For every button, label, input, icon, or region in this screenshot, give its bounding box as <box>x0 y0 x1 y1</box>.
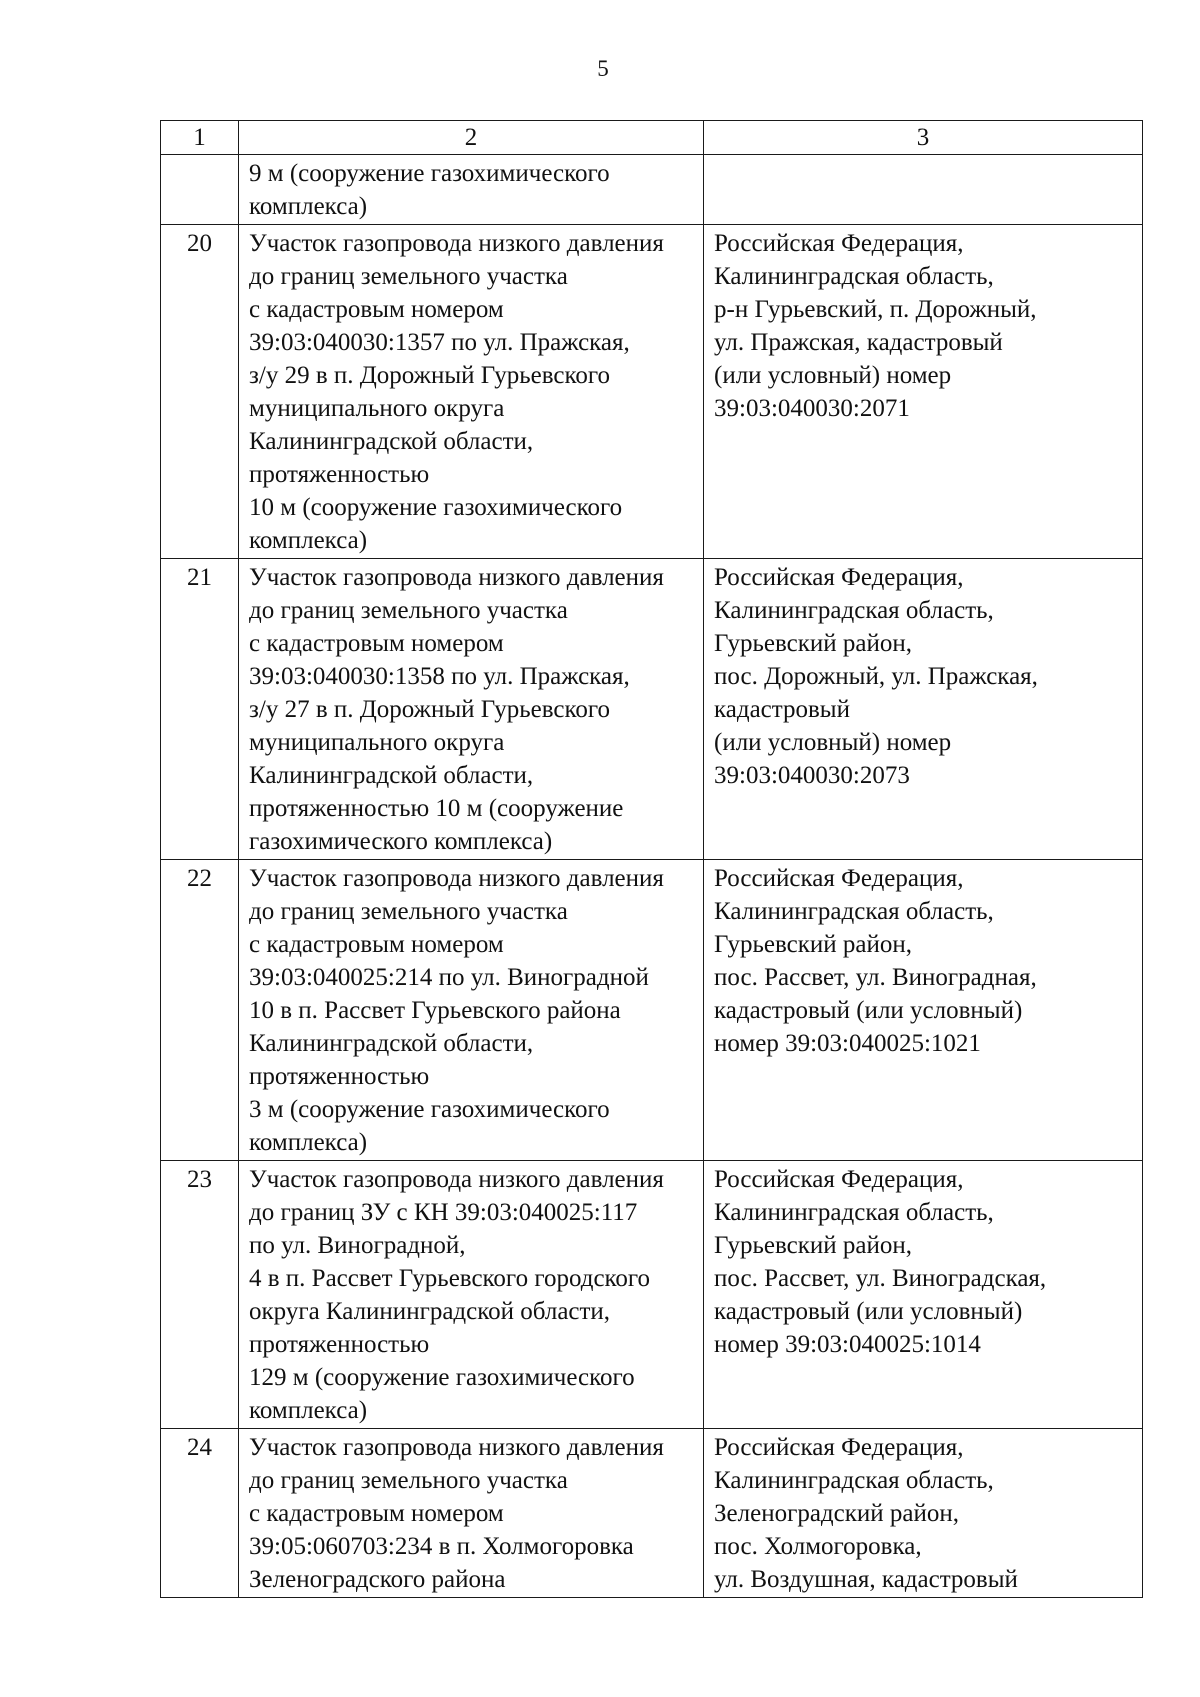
cell-text-line: ул. Пражская, кадастровый <box>714 329 1003 356</box>
cell-text-line: Зеленоградский район, <box>714 1500 959 1527</box>
cell-text-line: до границ земельного участка <box>249 597 568 624</box>
cell-text-line: Калининградская область, <box>714 1199 994 1226</box>
cell-text-line: 39:03:040025:214 по ул. Виноградной <box>249 964 649 991</box>
cell-text-line: комплекса) <box>249 527 368 554</box>
address-cell <box>704 559 1143 860</box>
cell-text-line: Калининградской области, <box>249 428 534 455</box>
cell-text-line: до границ земельного участка <box>249 898 568 925</box>
cell-text-line: Участок газопровода низкого давления <box>249 865 664 892</box>
cell-text-line: комплекса) <box>249 1397 368 1424</box>
address-cell <box>704 860 1143 1161</box>
cell-text-line: до границ земельного участка <box>249 1467 568 1494</box>
cell-text-line: Участок газопровода низкого давления <box>249 564 664 591</box>
cell-text-line: Калининградская область, <box>714 898 994 925</box>
row-number-cell: 22 <box>161 860 239 1161</box>
cell-text-line: Гурьевский район, <box>714 630 913 657</box>
page-number: 5 <box>597 56 609 81</box>
table-row <box>161 860 1143 1161</box>
cell-text-line: Участок газопровода низкого давления <box>249 230 664 257</box>
row-number-cell: 24 <box>161 1429 239 1598</box>
cell-text-line: 10 в п. Рассвет Гурьевского района <box>249 997 621 1024</box>
table-body <box>161 121 1143 1598</box>
table-header-row <box>161 121 1143 155</box>
header-cell-3: 3 <box>704 121 1143 155</box>
cell-text-line: пос. Холмогоровка, <box>714 1533 922 1560</box>
description-cell <box>239 225 704 559</box>
cell-text-line: протяженностью <box>249 1331 430 1358</box>
cell-text-line: пос. Рассвет, ул. Виноградная, <box>714 964 1037 991</box>
cell-text-line: с кадастровым номером <box>249 1500 504 1527</box>
cell-text-line: 39:03:040030:2071 <box>714 395 910 422</box>
cell-text-line: с кадастровым номером <box>249 931 504 958</box>
cell-text-line: Калининградская область, <box>714 263 994 290</box>
cell-text-line: номер 39:03:040025:1014 <box>714 1331 981 1358</box>
cell-text-line: 39:03:040030:1358 по ул. Пражская, <box>249 663 630 690</box>
cell-text-line: 39:03:040030:1357 по ул. Пражская, <box>249 329 630 356</box>
cell-text-line: Российская Федерация, <box>714 1166 964 1193</box>
cell-text-line: 39:05:060703:234 в п. Холмогоровка <box>249 1533 634 1560</box>
cell-text-line: кадастровый (или условный) <box>714 1298 1023 1325</box>
cell-text-line: (или условный) номер <box>714 729 952 756</box>
cell-text-line: 10 м (сооружение газохимического <box>249 494 623 521</box>
cell-text-line: 129 м (сооружение газохимического <box>249 1364 635 1391</box>
cell-text-line: газохимического комплекса) <box>249 828 553 855</box>
cell-text-line: муниципального округа <box>249 729 505 756</box>
cell-text-line: Гурьевский район, <box>714 931 913 958</box>
cell-text-line: до границ ЗУ с КН 39:03:040025:117 <box>249 1199 638 1226</box>
cell-text-line: комплекса) <box>249 193 368 220</box>
cell-text-line: кадастровый (или условный) <box>714 997 1023 1024</box>
cell-text-line: Гурьевский район, <box>714 1232 913 1259</box>
cell-text-line: протяженностью <box>249 461 430 488</box>
header-cell-1: 1 <box>161 121 239 155</box>
cell-text-line: пос. Рассвет, ул. Виноградская, <box>714 1265 1047 1292</box>
description-cell <box>239 559 704 860</box>
address-cell <box>704 225 1143 559</box>
row-number-cell <box>161 155 239 225</box>
cell-text-line: кадастровый <box>714 696 850 723</box>
cell-text-line: округа Калининградской области, <box>249 1298 611 1325</box>
cell-text-line: Российская Федерация, <box>714 1434 964 1461</box>
cell-text-line: р-н Гурьевский, п. Дорожный, <box>714 296 1037 323</box>
cell-text-line: Российская Федерация, <box>714 865 964 892</box>
cell-text-line: муниципального округа <box>249 395 505 422</box>
row-number-cell: 20 <box>161 225 239 559</box>
cell-text-line: ул. Воздушная, кадастровый <box>714 1566 1018 1593</box>
table-row <box>161 225 1143 559</box>
objects-table <box>160 120 1143 1598</box>
cell-text-line: з/у 27 в п. Дорожный Гурьевского <box>249 696 611 723</box>
description-cell <box>239 155 704 225</box>
cell-text-line: 9 м (сооружение газохимического <box>249 160 610 187</box>
cell-text-line: Калининградской области, <box>249 762 534 789</box>
description-cell <box>239 1429 704 1598</box>
cell-text-line: с кадастровым номером <box>249 296 504 323</box>
cell-text-line: 4 в п. Рассвет Гурьевского городского <box>249 1265 651 1292</box>
cell-text-line: по ул. Виноградной, <box>249 1232 466 1259</box>
cell-text-line: пос. Дорожный, ул. Пражская, <box>714 663 1038 690</box>
cell-text-line: Российская Федерация, <box>714 564 964 591</box>
table-row <box>161 559 1143 860</box>
row-number-cell: 23 <box>161 1161 239 1429</box>
cell-text-line: протяженностью 10 м (сооружение <box>249 795 624 822</box>
cell-text-line: Российская Федерация, <box>714 230 964 257</box>
cell-text-line: Участок газопровода низкого давления <box>249 1434 664 1461</box>
table-row-continuation <box>161 155 1143 225</box>
cell-text-line: протяженностью <box>249 1063 430 1090</box>
table-row <box>161 1161 1143 1429</box>
cell-text-line: с кадастровым номером <box>249 630 504 657</box>
address-cell <box>704 1429 1143 1598</box>
cell-text-line: Участок газопровода низкого давления <box>249 1166 664 1193</box>
cell-text-line: комплекса) <box>249 1129 368 1156</box>
cell-text-line: номер 39:03:040025:1021 <box>714 1030 981 1057</box>
address-cell <box>704 155 1143 225</box>
cell-text-line: Калининградской области, <box>249 1030 534 1057</box>
description-cell <box>239 1161 704 1429</box>
table-row <box>161 1429 1143 1598</box>
cell-text-line: 3 м (сооружение газохимического <box>249 1096 610 1123</box>
cell-text-line: Калининградская область, <box>714 597 994 624</box>
cell-text-line: 39:03:040030:2073 <box>714 762 910 789</box>
cell-text-line: з/у 29 в п. Дорожный Гурьевского <box>249 362 611 389</box>
cell-text-line: до границ земельного участка <box>249 263 568 290</box>
address-cell <box>704 1161 1143 1429</box>
cell-text-line: (или условный) номер <box>714 362 952 389</box>
description-cell <box>239 860 704 1161</box>
row-number-cell: 21 <box>161 559 239 860</box>
cell-text-line: Зеленоградского района <box>249 1566 506 1593</box>
header-cell-2: 2 <box>239 121 704 155</box>
cell-text-line: Калининградская область, <box>714 1467 994 1494</box>
